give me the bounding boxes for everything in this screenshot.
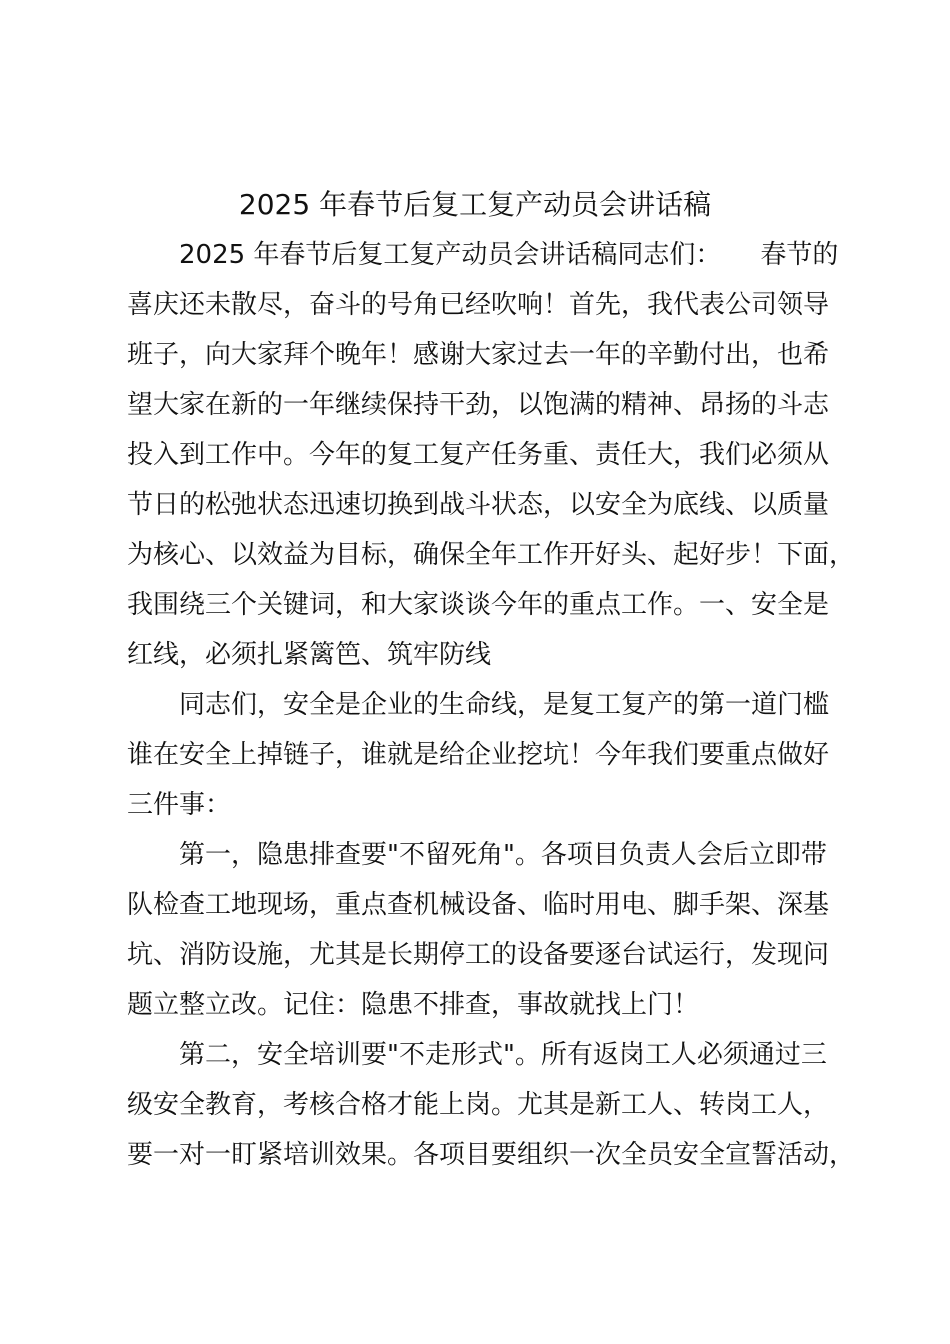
document-body bbox=[127, 230, 856, 1180]
paragraph bbox=[127, 230, 856, 680]
document-title: 2025 年春节后复工复产动员会讲话稿 bbox=[238, 188, 712, 221]
paragraph bbox=[127, 830, 847, 1030]
text-line: 级安全教育，考核合格才能上岗。尤其是新工人、转岗工人， bbox=[127, 1090, 830, 1120]
text-line: 要一对一盯紧培训效果。各项目要组织一次全员安全宣誓活动， bbox=[127, 1140, 856, 1170]
text-line: 第一，隐患排查要"不留死角"。各项目负责人会后立即带 bbox=[179, 840, 827, 870]
text-line: 喜庆还未散尽，奋斗的号角已经吹响！首先，我代表公司领导 bbox=[127, 290, 830, 320]
text-line: 为核心、以效益为目标，确保全年工作开好头、起好步！下面， bbox=[127, 540, 856, 570]
text-line: 三件事： bbox=[127, 790, 232, 820]
text-line: 班子，向大家拜个晚年！感谢大家过去一年的辛勤付出，也希 bbox=[127, 340, 830, 370]
text-line: 同志们，安全是企业的生命线，是复工复产的第一道门槛 bbox=[179, 690, 830, 720]
text-line: 望大家在新的一年继续保持干劲，以饱满的精神、昂扬的斗志 bbox=[127, 390, 830, 420]
text-line: 我围绕三个关键词，和大家谈谈今年的重点工作。一、安全是 bbox=[127, 590, 830, 620]
text-line: 坑、消防设施，尤其是长期停工的设备要逐台试运行，发现问 bbox=[127, 940, 830, 970]
text-line: 2025 年春节后复工复产动员会讲话稿同志们： 春节的 bbox=[179, 240, 839, 270]
text-line: 队检查工地现场，重点查机械设备、临时用电、脚手架、深基 bbox=[127, 890, 830, 920]
text-line: 节日的松弛状态迅速切换到战斗状态，以安全为底线、以质量 bbox=[127, 490, 830, 520]
paragraph bbox=[127, 680, 847, 830]
text-line: 红线，必须扎紧篱笆、筑牢防线 bbox=[127, 640, 492, 670]
text-line: 投入到工作中。今年的复工复产任务重、责任大，我们必须从 bbox=[127, 440, 830, 470]
text-line: 题立整立改。记住：隐患不排查，事故就找上门！ bbox=[127, 990, 700, 1020]
text-line: 谁在安全上掉链子，谁就是给企业挖坑！今年我们要重点做好 bbox=[127, 740, 830, 770]
text-line: 第二，安全培训要"不走形式"。所有返岗工人必须通过三 bbox=[179, 1040, 827, 1070]
paragraph bbox=[127, 1030, 856, 1180]
